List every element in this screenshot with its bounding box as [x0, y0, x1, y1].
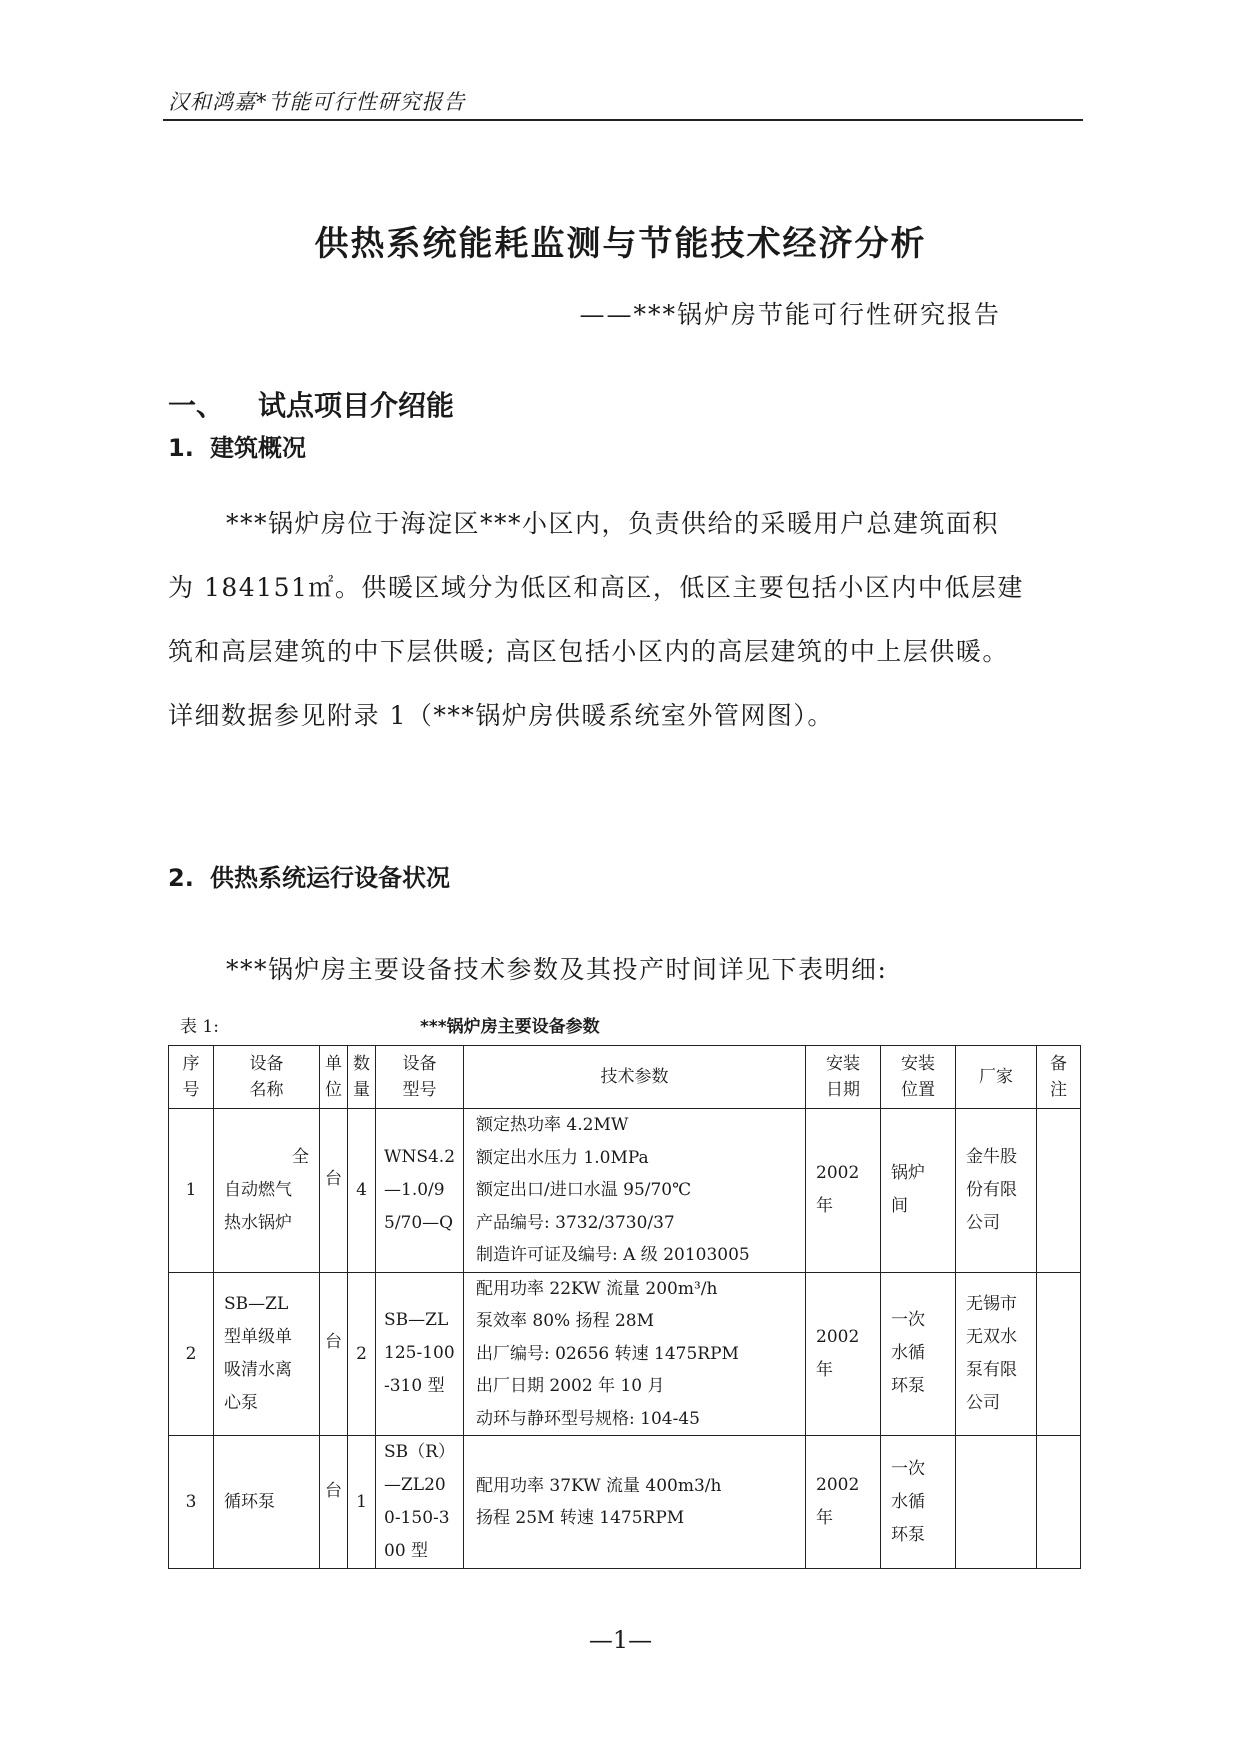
cell-seq: 2 — [169, 1272, 214, 1436]
cell-qty: 1 — [348, 1436, 376, 1569]
cell-date: 2002 年 — [806, 1272, 881, 1436]
cell-note — [1037, 1109, 1081, 1273]
header-name: 设备 名称 — [214, 1046, 320, 1109]
cell-date: 2002 年 — [806, 1109, 881, 1273]
subsection-title: 建筑概况 — [210, 434, 306, 462]
cell-tech: 配用功率 22KW 流量 200m³/h 泵效率 80% 扬程 28M 出厂编号: 02656 转速 1475RPM 出厂日期 2002 年 10 月 动环与静环型号规格: 104-45 — [464, 1272, 806, 1436]
header-seq: 序 号 — [169, 1046, 214, 1109]
cell-tech: 额定热功率 4.2MW 额定出水压力 1.0MPa 额定出口/进口水温 95/70℃ 产品编号: 3732/3730/37 制造许可证及编号: A 级 20103005 — [464, 1109, 806, 1273]
paragraph-line: 为 184151㎡。供暖区域分为低区和高区，低区主要包括小区内中低层建 — [168, 573, 1024, 602]
cell-maker — [956, 1436, 1037, 1569]
header-date: 安装 日期 — [806, 1046, 881, 1109]
table-row — [169, 1436, 1081, 1569]
table-row — [169, 1272, 1081, 1436]
cell-location: 锅炉 间 — [881, 1109, 956, 1273]
header-tech: 技术参数 — [464, 1046, 806, 1109]
cell-unit: 台 — [320, 1109, 348, 1273]
header-maker: 厂家 — [956, 1046, 1037, 1109]
cell-model: SB（R） —ZL20 0-150-3 00 型 — [376, 1436, 464, 1569]
running-header: 汉和鸿嘉*节能可行性研究报告 — [168, 90, 466, 114]
subsection-number: 2. — [168, 864, 194, 892]
table-intro-text: ***锅炉房主要设备技术参数及其投产时间详见下表明细: — [226, 955, 888, 984]
paragraph-line: ***锅炉房位于海淀区***小区内，负责供给的采暖用户总建筑面积 — [226, 509, 1000, 538]
cell-model: SB—ZL 125-100 -310 型 — [376, 1272, 464, 1436]
section-title: 试点项目介绍能 — [258, 389, 455, 422]
equipment-table — [168, 1045, 1081, 1569]
document-subtitle: ——***锅炉房节能可行性研究报告 — [579, 300, 1001, 329]
header-model: 设备 型号 — [376, 1046, 464, 1109]
subsection-heading-2 — [168, 858, 450, 893]
cell-model: WNS4.2 —1.0/9 5/70—Q — [376, 1109, 464, 1273]
subsection-heading-1 — [168, 428, 306, 463]
cell-qty: 4 — [348, 1109, 376, 1273]
page-number: —1— — [588, 1626, 653, 1654]
table-label: 表 1: — [180, 1017, 219, 1037]
table-row — [169, 1109, 1081, 1273]
cell-maker: 无锡市 无双水 泵有限 公司 — [956, 1272, 1037, 1436]
table-title: ***锅炉房主要设备参数 — [420, 1017, 600, 1037]
document-title: 供热系统能耗监测与节能技术经济分析 — [314, 224, 927, 264]
cell-location: 一次 水循 环泵 — [881, 1436, 956, 1569]
cell-seq: 1 — [169, 1109, 214, 1273]
cell-name: 循环泵 — [214, 1436, 320, 1569]
table-header-row — [169, 1046, 1081, 1109]
header-qty: 数 量 — [348, 1046, 376, 1109]
header-note: 备 注 — [1037, 1046, 1081, 1109]
cell-unit: 台 — [320, 1272, 348, 1436]
cell-note — [1037, 1272, 1081, 1436]
cell-seq: 3 — [169, 1436, 214, 1569]
cell-qty: 2 — [348, 1272, 376, 1436]
cell-location: 一次 水循 环泵 — [881, 1272, 956, 1436]
subsection-title: 供热系统运行设备状况 — [210, 864, 450, 892]
cell-name: 全 自动燃气 热水锅炉 — [214, 1109, 320, 1273]
header-unit: 单 位 — [320, 1046, 348, 1109]
building-overview-paragraph — [168, 492, 1088, 748]
section-heading-1 — [168, 384, 454, 424]
subsection-number: 1. — [168, 434, 194, 462]
paragraph-line: 筑和高层建筑的中下层供暖; 高区包括小区内的高层建筑的中上层供暖。 — [168, 637, 1009, 666]
cell-unit: 台 — [320, 1436, 348, 1569]
header-rule — [163, 119, 1083, 121]
cell-tech: 配用功率 37KW 流量 400m3/h 扬程 25M 转速 1475RPM — [464, 1436, 806, 1569]
cell-name: SB—ZL 型单级单 吸清水离 心泵 — [214, 1272, 320, 1436]
header-location: 安装 位置 — [881, 1046, 956, 1109]
cell-maker: 金牛股 份有限 公司 — [956, 1109, 1037, 1273]
section-number: 一、 — [168, 389, 225, 422]
cell-date: 2002 年 — [806, 1436, 881, 1569]
paragraph-line: 详细数据参见附录 1（***锅炉房供暖系统室外管网图）。 — [168, 701, 834, 730]
cell-note — [1037, 1436, 1081, 1569]
